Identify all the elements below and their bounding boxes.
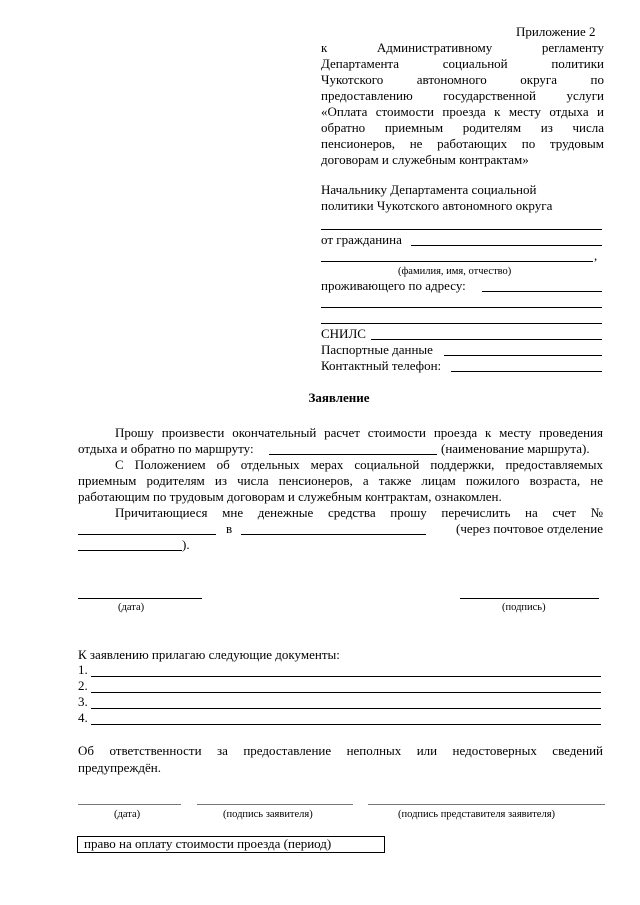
snils-label: СНИЛС	[321, 326, 366, 341]
fio-caption: (фамилия, имя, отчество)	[398, 266, 512, 277]
addressee-line: Начальнику Департамента социальной	[321, 182, 537, 197]
annex-line: Департамента социальной политики	[321, 56, 604, 71]
attachment-number: 3.	[78, 694, 88, 709]
address-line[interactable]	[482, 291, 602, 292]
annex-header	[321, 40, 604, 168]
p3-close: ).	[182, 537, 190, 552]
citizen-name-line[interactable]	[411, 245, 602, 246]
responsibility-line-2: предупреждён.	[78, 760, 161, 775]
bank-line[interactable]	[241, 534, 426, 535]
phone-line[interactable]	[451, 371, 602, 372]
p1-route-suffix: (наименование маршрута).	[441, 441, 590, 456]
addressee	[321, 182, 604, 214]
annex-line: обратно приемным родителям из числа	[321, 120, 604, 135]
p2-line-3: работающим по трудовым договорам и служебным контрактам, ознакомлен.	[78, 489, 502, 504]
date-caption: (дата)	[118, 602, 145, 613]
annex-line: «Оплата стоимости проезда к месту отдыха и	[321, 104, 604, 119]
p1-line-1: Прошу произвести окончательный расчет стоимости проезда к месту проведения	[115, 425, 603, 440]
applicant-signature-line[interactable]	[197, 804, 353, 805]
travel-period-box[interactable]	[77, 836, 385, 853]
passport-label: Паспортные данные	[321, 342, 433, 357]
address-line-3[interactable]	[321, 323, 602, 324]
address-label: проживающего по адресу:	[321, 278, 466, 293]
representative-signature-line[interactable]	[368, 804, 605, 805]
signature-line[interactable]	[460, 598, 599, 599]
p2-line-2: приемным родителям из числа пенсионеров, а также лицам пожилого возраста, не	[78, 473, 603, 488]
annex-line-last: договорам и служебным контрактам»	[321, 152, 529, 167]
attachment-line[interactable]	[91, 724, 601, 725]
date-line[interactable]	[78, 598, 202, 599]
route-line[interactable]	[269, 454, 437, 455]
p2-line-1: С Положением об отдельных мерах социальной поддержки, предоставляемых	[115, 457, 603, 472]
snils-line[interactable]	[371, 339, 602, 340]
attachment-number: 1.	[78, 662, 88, 677]
responsibility-line-1: Об ответственности за предоставление неполных или недостоверных сведений	[78, 743, 603, 758]
blank-line[interactable]	[321, 229, 602, 230]
applicant-signature-caption: (подпись заявителя)	[223, 809, 313, 820]
citizen-name-line-2[interactable]	[321, 261, 593, 262]
annex-title: Приложение 2	[516, 24, 596, 39]
p3-post-office: (через почтовое отделение	[455, 521, 603, 536]
signature-caption: (подпись)	[502, 602, 546, 613]
passport-line[interactable]	[444, 355, 602, 356]
date-line-2[interactable]	[78, 804, 181, 805]
annex-line: пенсионеров, не работающих по трудовым	[321, 136, 604, 151]
attachment-line[interactable]	[91, 708, 601, 709]
attachment-number: 4.	[78, 710, 88, 725]
from-citizen-label: от гражданина	[321, 232, 402, 247]
phone-label: Контактный телефон:	[321, 358, 442, 373]
attachments-intro: К заявлению прилагаю следующие документы:	[78, 647, 340, 662]
comma: ,	[594, 248, 598, 263]
date-caption-2: (дата)	[114, 809, 141, 820]
annex-line: к Административному регламенту	[321, 40, 604, 55]
statement-title: Заявление	[308, 390, 370, 405]
address-line-2[interactable]	[321, 307, 602, 308]
travel-period-box-label: право на оплату стоимости проезда (период)	[84, 836, 332, 851]
representative-signature-caption: (подпись представителя заявителя)	[398, 809, 556, 820]
account-line[interactable]	[78, 534, 216, 535]
attachment-line[interactable]	[91, 692, 601, 693]
addressee-line: политики Чукотского автономного округа	[321, 198, 553, 213]
annex-line: предоставлению государственной услуги	[321, 88, 604, 103]
p1-route-prefix: отдыха и обратно по маршруту:	[78, 441, 254, 456]
p3-in: в	[226, 521, 233, 536]
attachment-number: 2.	[78, 678, 88, 693]
annex-line: Чукотского автономного округа по	[321, 72, 604, 87]
post-office-line[interactable]	[78, 550, 182, 551]
attachment-line[interactable]	[91, 676, 601, 677]
p3-line-1: Причитающиеся мне денежные средства прошу перечислить на счет №	[115, 505, 603, 520]
